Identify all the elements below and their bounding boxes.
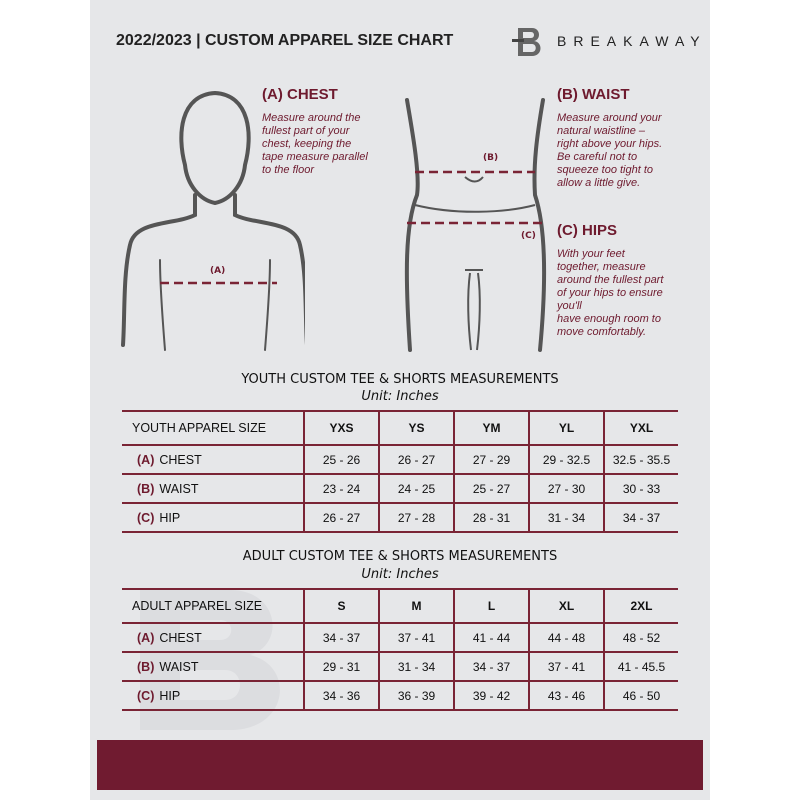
table-cell: 24 - 25 — [378, 475, 453, 502]
measurement-code: (B) — [137, 659, 155, 674]
table-cell: 29 - 32.5 — [528, 446, 603, 473]
measurement-name: CHEST — [159, 630, 202, 645]
table-cell: 41 - 45.5 — [603, 653, 678, 680]
table-cell: 43 - 46 — [528, 682, 603, 709]
table-cell: 34 - 37 — [603, 504, 678, 531]
size-column-header: YL — [528, 412, 603, 444]
size-column-header: L — [453, 590, 528, 622]
description-line: With your feet — [557, 248, 625, 260]
table-cell: 31 - 34 — [378, 653, 453, 680]
table-cell: 34 - 36 — [303, 682, 378, 709]
measurement-name: HIP — [159, 688, 181, 703]
description-line: of your hips to ensure — [557, 287, 663, 299]
measurement-label — [122, 624, 303, 651]
description-line: fullest part of your — [262, 125, 350, 137]
size-column-header: XL — [528, 590, 603, 622]
table-cell: 41 - 44 — [453, 624, 528, 651]
table-cell: 28 - 31 — [453, 504, 528, 531]
table-cell: 30 - 33 — [603, 475, 678, 502]
description-line: together, measure — [557, 261, 646, 273]
youth-unit: Unit: Inches — [361, 389, 439, 404]
description-line: natural waistline – — [557, 125, 646, 137]
table-cell: 36 - 39 — [378, 682, 453, 709]
description-line: chest, keeping the — [262, 138, 352, 150]
measurement-label — [122, 504, 303, 531]
measurement-code: (C) — [137, 688, 155, 703]
breakaway-logo-icon — [512, 25, 544, 59]
measurement-name: WAIST — [159, 659, 199, 674]
description-line: tape measure parallel — [262, 151, 368, 163]
description-line: to the floor — [262, 164, 314, 176]
description-line: Measure around your — [557, 112, 662, 124]
table-cell: 48 - 52 — [603, 624, 678, 651]
table-cell: 27 - 28 — [378, 504, 453, 531]
table-cell: 34 - 37 — [303, 624, 378, 651]
table-cell: 27 - 29 — [453, 446, 528, 473]
description-line: right above your hips. — [557, 138, 663, 150]
adult-unit: Unit: Inches — [361, 567, 439, 582]
table-row — [122, 475, 678, 504]
table-cell: 34 - 37 — [453, 653, 528, 680]
lower-body-figure-icon — [395, 95, 555, 355]
size-column-header: YS — [378, 412, 453, 444]
size-column-header: S — [303, 590, 378, 622]
table-cell: 46 - 50 — [603, 682, 678, 709]
description-line: have enough room to — [557, 313, 661, 325]
size-column-header: M — [378, 590, 453, 622]
adult-section-title: ADULT CUSTOM TEE & SHORTS MEASUREMENTS — [242, 549, 558, 564]
description-line: you'll — [557, 300, 582, 312]
hips-description — [557, 248, 663, 339]
size-label-header: YOUTH APPAREL SIZE — [132, 421, 267, 435]
youth-section-title: YOUTH CUSTOM TEE & SHORTS MEASUREMENTS — [241, 372, 559, 387]
table-cell: 25 - 26 — [303, 446, 378, 473]
table-cell: 23 - 24 — [303, 475, 378, 502]
footer-band — [97, 740, 703, 790]
measurement-label — [122, 475, 303, 502]
table-cell: 29 - 31 — [303, 653, 378, 680]
measurement-label — [122, 653, 303, 680]
description-line: Be careful not to — [557, 151, 638, 163]
table-cell: 32.5 - 35.5 — [603, 446, 678, 473]
measurement-code: (B) — [137, 481, 155, 496]
description-line: squeeze too tight to — [557, 164, 654, 176]
youth-size-table — [122, 410, 678, 533]
waist-marker: (B) — [483, 153, 499, 163]
waist-heading: (B) WAIST — [557, 86, 630, 103]
description-line: allow a little give. — [557, 177, 641, 189]
table-header-row — [122, 588, 678, 624]
table-row — [122, 653, 678, 682]
description-line: Measure around the — [262, 112, 361, 124]
waist-description — [557, 112, 662, 190]
measurement-name: WAIST — [159, 481, 199, 496]
table-row — [122, 624, 678, 653]
size-column-header: YXL — [603, 412, 678, 444]
chest-marker: (A) — [210, 266, 226, 276]
table-cell: 31 - 34 — [528, 504, 603, 531]
table-cell: 44 - 48 — [528, 624, 603, 651]
table-cell: 26 - 27 — [303, 504, 378, 531]
adult-size-table — [122, 588, 678, 711]
measurement-code: (A) — [137, 452, 155, 467]
description-line: move comfortably. — [557, 326, 647, 338]
description-line: around the fullest part — [557, 274, 664, 286]
brand-name: BREAKAWAY — [557, 33, 707, 49]
chest-heading: (A) CHEST — [262, 86, 338, 103]
page-title: 2022/2023 | CUSTOM APPAREL SIZE CHART — [116, 32, 454, 49]
table-row — [122, 446, 678, 475]
measurement-name: HIP — [159, 510, 181, 525]
table-row — [122, 504, 678, 533]
table-cell: 27 - 30 — [528, 475, 603, 502]
hips-marker: (C) — [521, 231, 536, 241]
size-column-header: YM — [453, 412, 528, 444]
size-column-header: YXS — [303, 412, 378, 444]
size-column-header: 2XL — [603, 590, 678, 622]
table-cell: 39 - 42 — [453, 682, 528, 709]
table-cell: 25 - 27 — [453, 475, 528, 502]
measurement-label — [122, 446, 303, 473]
size-label-header: ADULT APPAREL SIZE — [132, 599, 263, 613]
measurement-code: (A) — [137, 630, 155, 645]
table-cell: 37 - 41 — [378, 624, 453, 651]
table-row — [122, 682, 678, 711]
table-cell: 37 - 41 — [528, 653, 603, 680]
table-header-row — [122, 410, 678, 446]
table-cell: 26 - 27 — [378, 446, 453, 473]
measurement-label — [122, 682, 303, 709]
measurement-name: CHEST — [159, 452, 202, 467]
measurement-code: (C) — [137, 510, 155, 525]
chest-description — [262, 112, 368, 177]
hips-heading: (C) HIPS — [557, 222, 617, 239]
